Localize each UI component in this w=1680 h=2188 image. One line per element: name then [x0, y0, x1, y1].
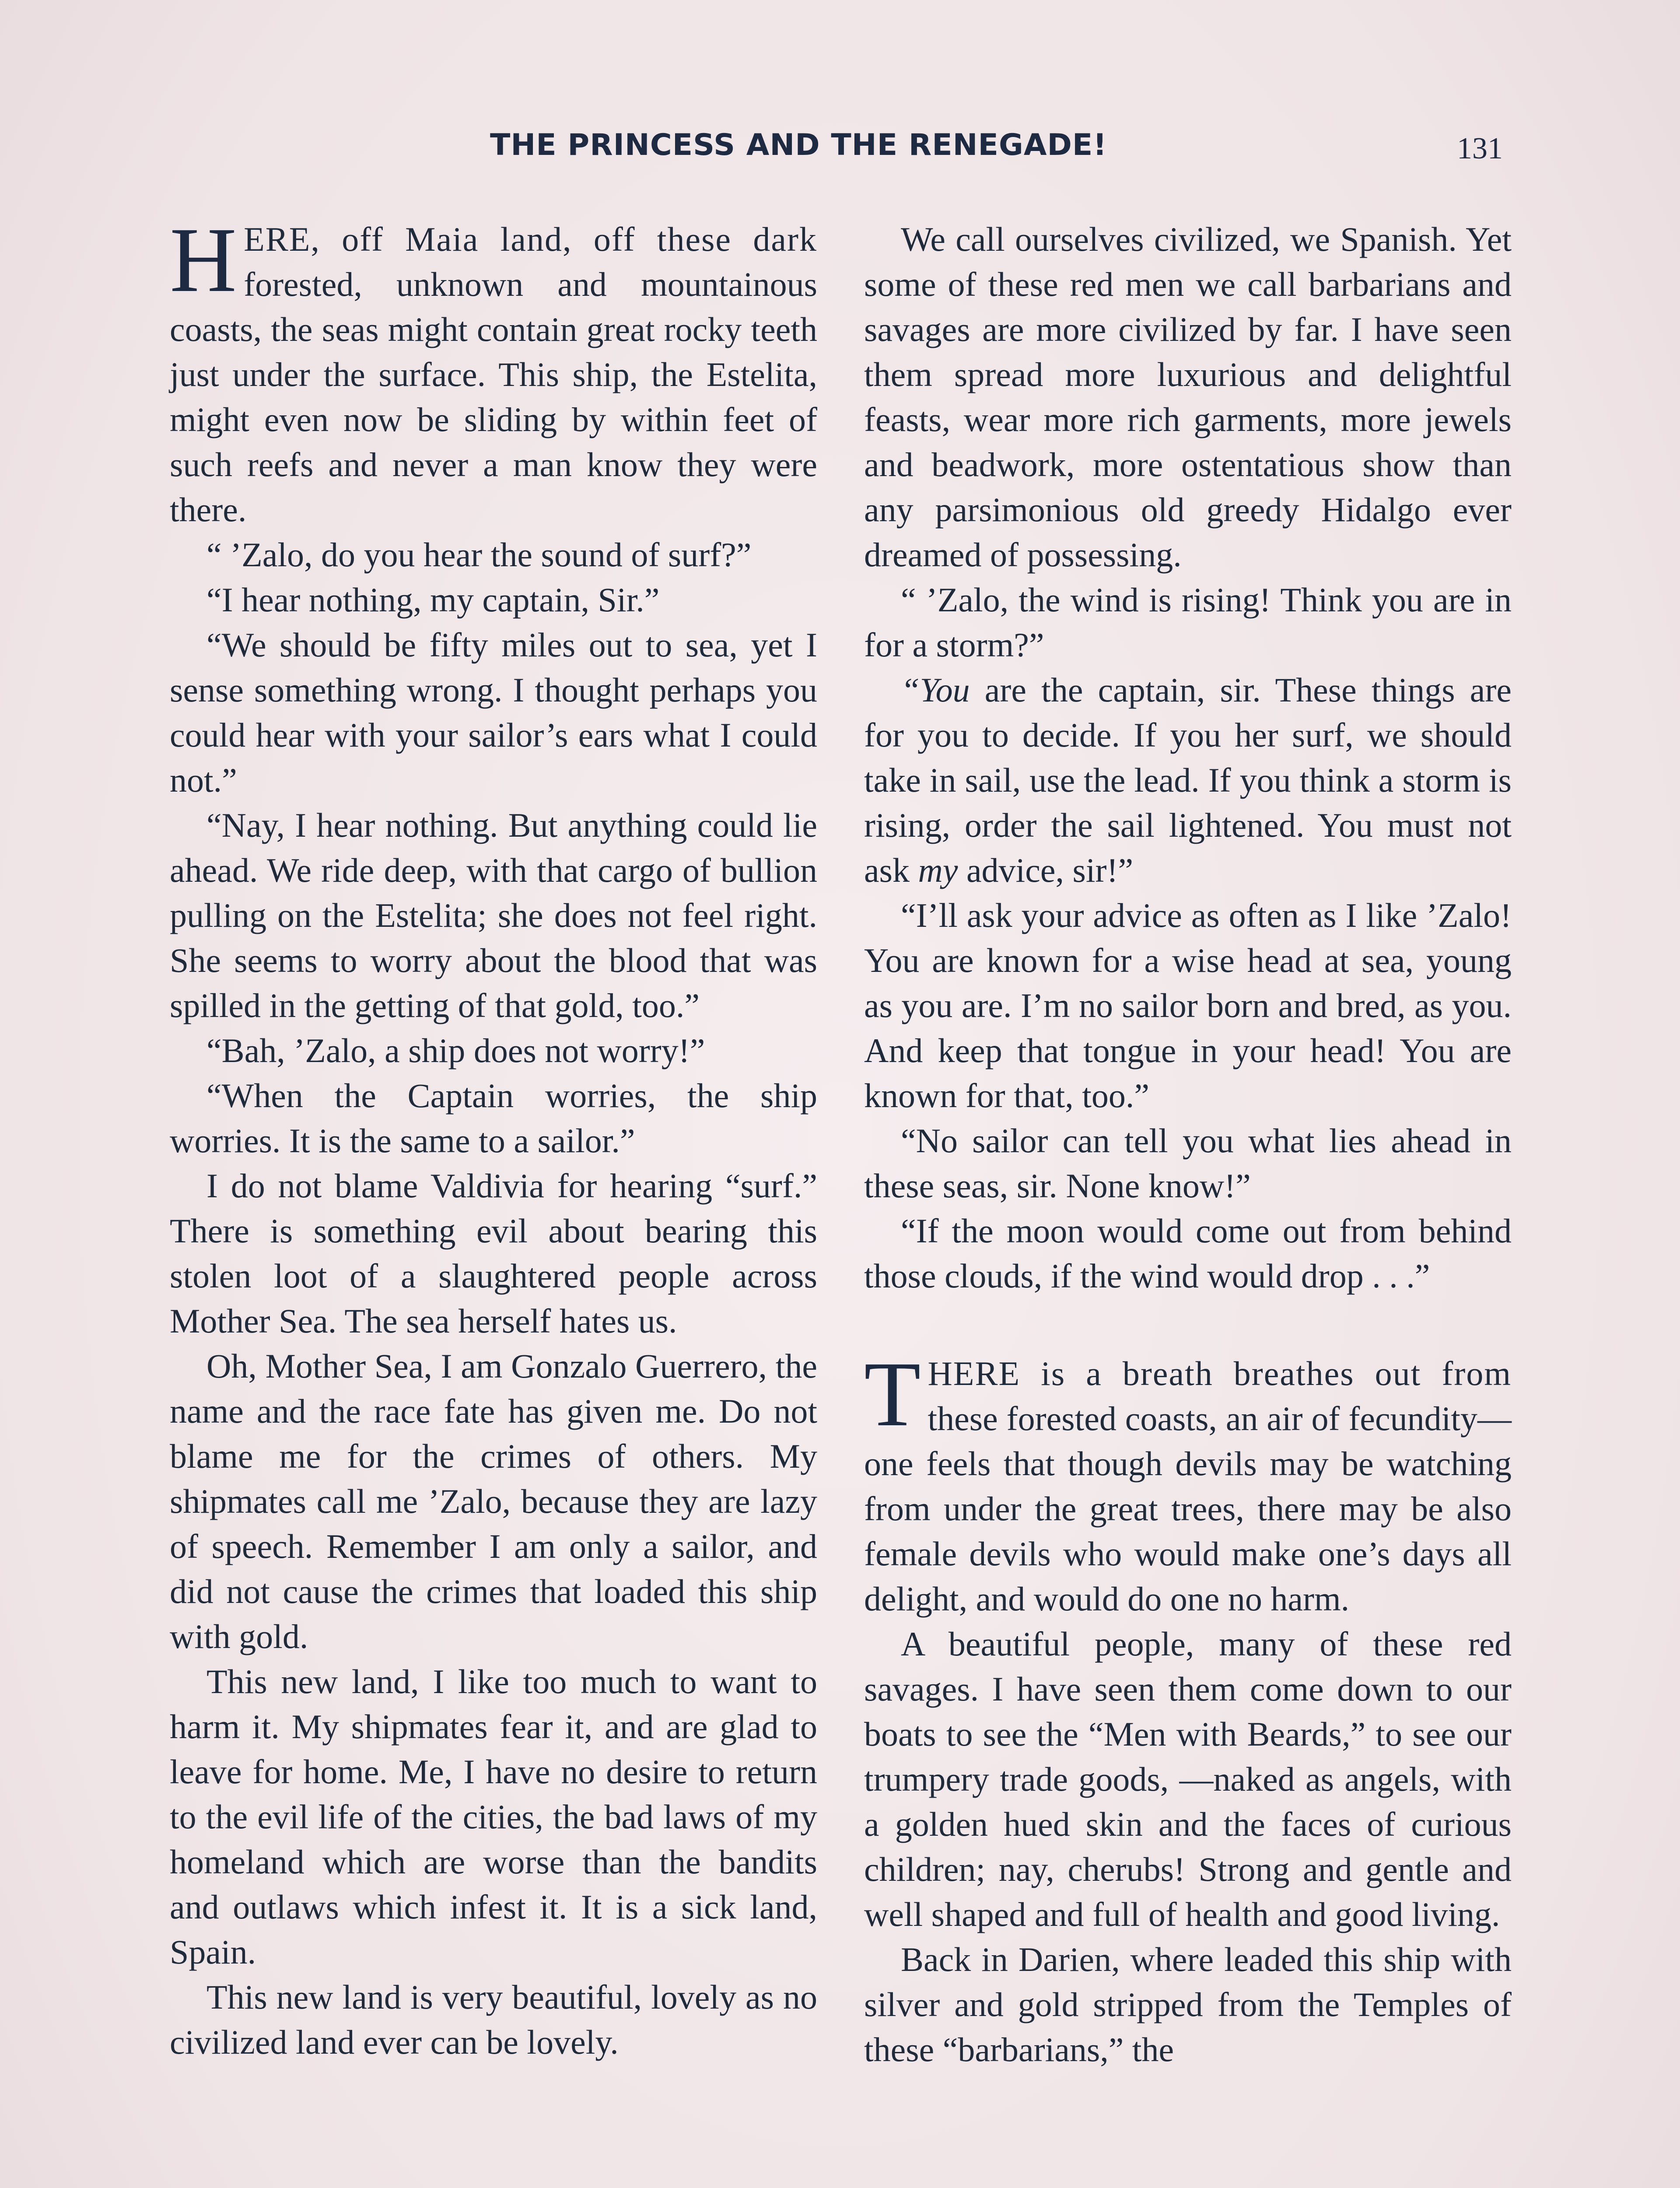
paragraph: “When the Captain worries, the ship worries. It is the same to a sailor.” [170, 1076, 817, 1160]
section-break [864, 1298, 1512, 1351]
paragraph-text: advice, sir!” [958, 851, 1134, 889]
paragraph: “We should be fifty miles out to sea, yet I sense something wrong. I thought perhaps you could hear with your sailor’s ears what I could not.” [170, 626, 817, 799]
paragraph: I do not blame Valdivia for hearing “surf.” There is something evil about bearing this stolen loot of a slaughtered people across Mother Sea. The sea herself hates us. [170, 1167, 817, 1340]
paragraph: “Nay, I hear nothing. But anything could lie ahead. We ride deep, with that cargo of bullion pulling on the Estelita; she does not feel right. She seems to worry about the blood that was spilled in the getting of that gold, too.” [170, 806, 817, 1024]
paragraph-text: are the captain, sir. These things are for you to decide. If you her surf, we should take in sail, use the lead. If you think a storm is rising, order the sail lightened. You must not ask [864, 671, 1512, 889]
page-number: 131 [1457, 132, 1503, 165]
paragraph: “ ’Zalo, the wind is rising! Think you are in for a storm?” [864, 581, 1512, 664]
left-column [170, 208, 817, 2065]
paragraph: “ ’Zalo, do you hear the sound of surf?” [206, 536, 752, 574]
emphasis-text: “You [901, 671, 970, 709]
paragraph: Back in Darien, where leaded this ship with silver and gold stripped from the Temples of these “barbarians,” the [864, 1940, 1512, 2069]
paragraph: This new land is very beautiful, lovely as no civilized land ever can be lovely. [170, 1978, 817, 2061]
paragraph-text: ERE, off Maia land, off these dark forested, unknown and mountainous coasts, the seas might contain great rocky teeth just under the surface. This ship, the Estelita, might even now be sliding by within feet of such reefs and never a man know they were there. [170, 220, 817, 529]
paragraph [170, 208, 817, 532]
paragraph-text: HERE is a breath breathes out from these forested coasts, an air of fecundity—one feels that though devils may be watching from under the great trees, there may be also female devils who would make one’s days all delight, and would do one no harm. [864, 1354, 1512, 1618]
paragraph: Oh, Mother Sea, I am Gonzalo Guerrero, the name and the race fate has given me. Do not blame me for the crimes of others. My shipmates call me ’Zalo, because they are lazy of speech. Remember I am only a sailor, and did not cause the crimes that loaded this ship with gold. [170, 1347, 817, 1655]
paragraph: “I hear nothing, my captain, Sir.” [206, 581, 660, 619]
paragraph: A beautiful people, many of these red savages. I have seen them come down to our boats to see the “Men with Beards,” to see our trumpery trade goods, —naked as angels, with a golden hued skin and the faces of curious children; nay, cherubs! Strong and gentle and well shaped and full of health and good living. [864, 1625, 1512, 1933]
paragraph: “No sailor can tell you what lies ahead in these seas, sir. None know!” [864, 1122, 1512, 1205]
paragraph [864, 1343, 1512, 1621]
running-title: THE PRINCESS AND THE RENEGADE! [490, 128, 1107, 162]
drop-cap: H [170, 208, 237, 311]
paragraph: “Bah, ’Zalo, a ship does not worry!” [206, 1031, 705, 1069]
paragraph: This new land, I like too much to want to harm it. My shipmates fear it, and are glad to leave for home. Me, I have no desire to return to the evil life of the cities, the bad laws of my homeland which are worse than the bandits and outlaws which infest it. It is a sick land, Spain. [170, 1662, 817, 1971]
emphasis-text: my [918, 851, 958, 889]
right-column [864, 217, 1512, 2072]
paragraph: “If the moon would come out from behind those clouds, if the wind would drop . . .” [864, 1212, 1512, 1295]
paragraph: We call ourselves civilized, we Spanish. Yet some of these red men we call barbarians and savages are more civilized by far. I have seen them spread more luxurious and delightful feasts, wear more rich garments, more jewels and beadwork, more ostentatious show than any parsimonious old greedy Hidalgo ever dreamed of possessing. [864, 220, 1512, 574]
drop-cap: T [864, 1343, 921, 1445]
paragraph: “I’ll ask your advice as often as I like ’Zalo! You are known for a wise head at sea, young as you are. I’m no sailor born and bred, as you. And keep that tongue in your head! You are known for that, too.” [864, 896, 1512, 1115]
paragraph [864, 667, 1512, 893]
